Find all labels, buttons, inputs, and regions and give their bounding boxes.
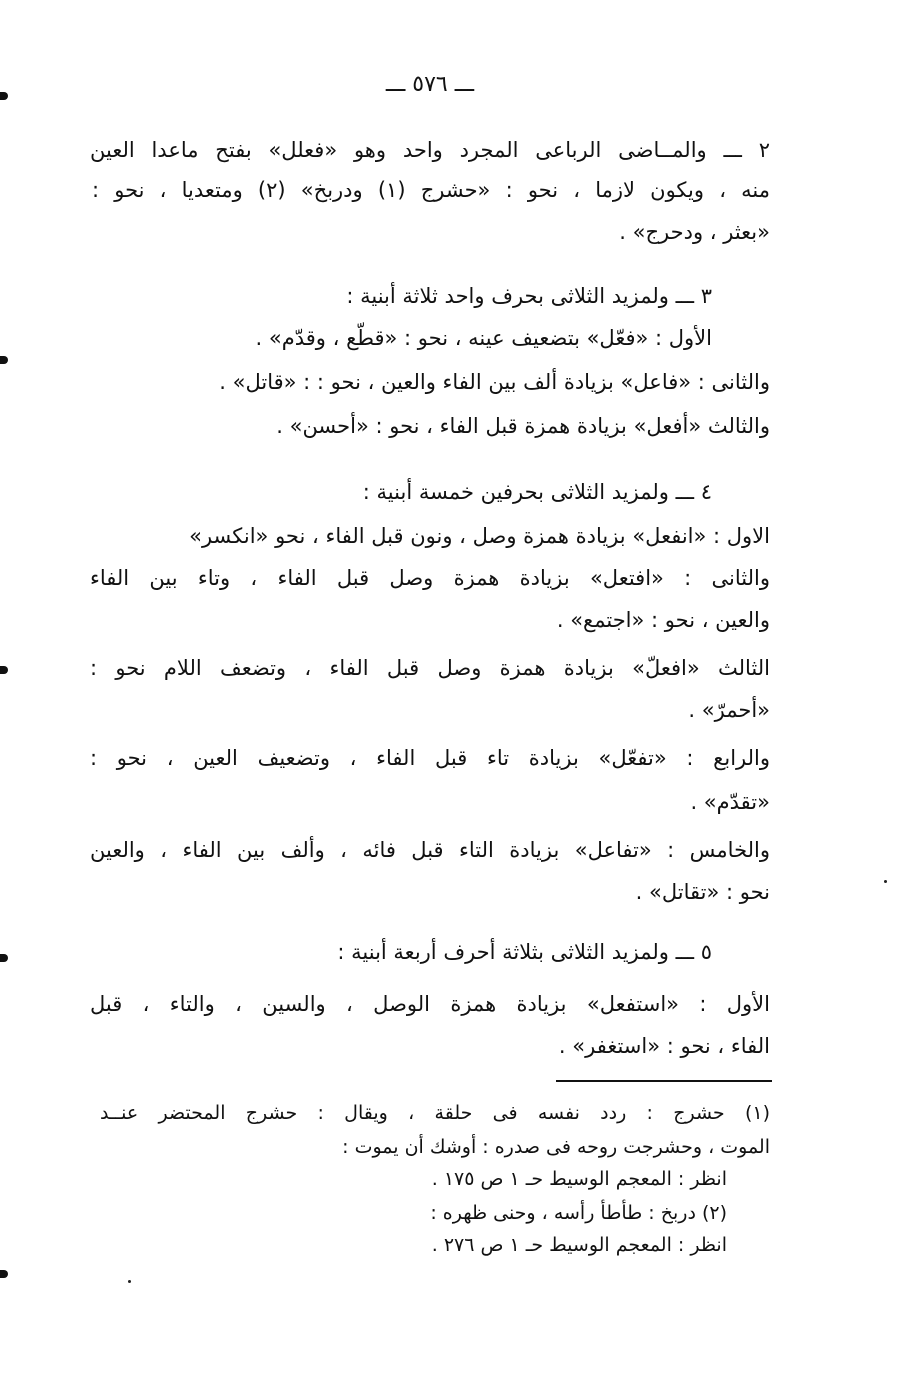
paragraph-3-heading: ٣ ـــ ولمزيد الثلاثى بحرف واحد ثلاثة أبنية : — [346, 284, 712, 308]
paragraph-3-second: والثانى : «فاعل» بزيادة ألف بين الفاء والعين ، نحو : : «قاتل» . — [219, 370, 770, 394]
paragraph-2-line-2: منه ، ويكون لازما ، نحو : «حشرج (١) ودربخ» (٢) ومتعديا ، نحو : — [92, 178, 770, 202]
page-number: ـــ ٥٧٦ ـــ — [385, 72, 475, 97]
paragraph-3-first: الأول : «فعّل» بتضعيف عينه ، نحو : «قطّع ، وقدّم» . — [255, 326, 712, 350]
footnote-1-line-2: الموت ، وحشرجت روحه فى صدره : أوشك أن يموت : — [342, 1136, 770, 1158]
paragraph-2-line-1: ٢ ـــ والمــاضى الرباعى المجرد واحد وهو «فعلل» بفتح ماعدا العين — [90, 138, 770, 162]
footnote-2-line-1: (٢) دربخ : طأطأ رأسه ، وحنى ظهره : — [430, 1202, 727, 1224]
paragraph-5-first-line-2: الفاء ، نحو : «استغفر» . — [558, 1034, 770, 1058]
paragraph-4-heading: ٤ ـــ ولمزيد الثلاثى بحرفين خمسة أبنية : — [362, 480, 712, 504]
paragraph-4-second-line-1: والثانى : «افتعل» بزيادة همزة وصل قبل الفاء ، وتاء بين الفاء — [90, 566, 770, 590]
paragraph-4-third-line-2: «أحمرّ» . — [688, 698, 770, 722]
paragraph-4-fourth-line-1: والرابع : «تفعّل» بزيادة تاء قبل الفاء ، وتضعيف العين ، نحو : — [90, 746, 770, 770]
paragraph-4-fourth-line-2: «تقدّم» . — [690, 790, 770, 814]
scan-speck — [884, 880, 887, 883]
paragraph-2-line-3: «بعثر ، ودحرج» . — [619, 220, 770, 244]
scan-speck — [128, 1280, 131, 1283]
margin-mark — [0, 356, 8, 364]
footnote-divider — [556, 1080, 772, 1082]
paragraph-4-fifth-line-2: نحو : «تقاتل» . — [635, 880, 770, 904]
margin-mark — [0, 954, 8, 962]
margin-mark — [0, 1270, 8, 1278]
footnote-1-reference: انظر : المعجم الوسيط حـ ١ ص ١٧٥ . — [431, 1168, 727, 1190]
footnote-2-reference: انظر : المعجم الوسيط حـ ١ ص ٢٧٦ . — [431, 1234, 727, 1256]
paragraph-3-third: والثالث «أفعل» بزيادة همزة قبل الفاء ، نحو : «أحسن» . — [276, 414, 770, 438]
footnote-1-line-1: (١) حشرج : ردد نفسه فى حلقة ، ويقال : حشرج المحتضر عنــد — [100, 1102, 770, 1124]
paragraph-5-heading: ٥ ـــ ولمزيد الثلاثى بثلاثة أحرف أربعة أبنية : — [337, 940, 712, 964]
margin-mark — [0, 92, 8, 100]
paragraph-4-fifth-line-1: والخامس : «تفاعل» بزيادة التاء قبل فائه ، وألف بين الفاء ، والعين — [90, 838, 770, 862]
margin-mark — [0, 666, 8, 674]
paragraph-4-third-line-1: الثالث «افعلّ» بزيادة همزة وصل قبل الفاء ، وتضعف اللام نحو : — [90, 656, 770, 680]
paragraph-4-second-line-2: والعين ، نحو : «اجتمع» . — [556, 608, 770, 632]
paragraph-5-first-line-1: الأول : «استفعل» بزيادة همزة الوصل ، والسين ، والتاء ، قبل — [90, 992, 770, 1016]
paragraph-4-first: الاول : «انفعل» بزيادة همزة وصل ، ونون قبل الفاء ، نحو «انكسر» — [189, 524, 770, 548]
